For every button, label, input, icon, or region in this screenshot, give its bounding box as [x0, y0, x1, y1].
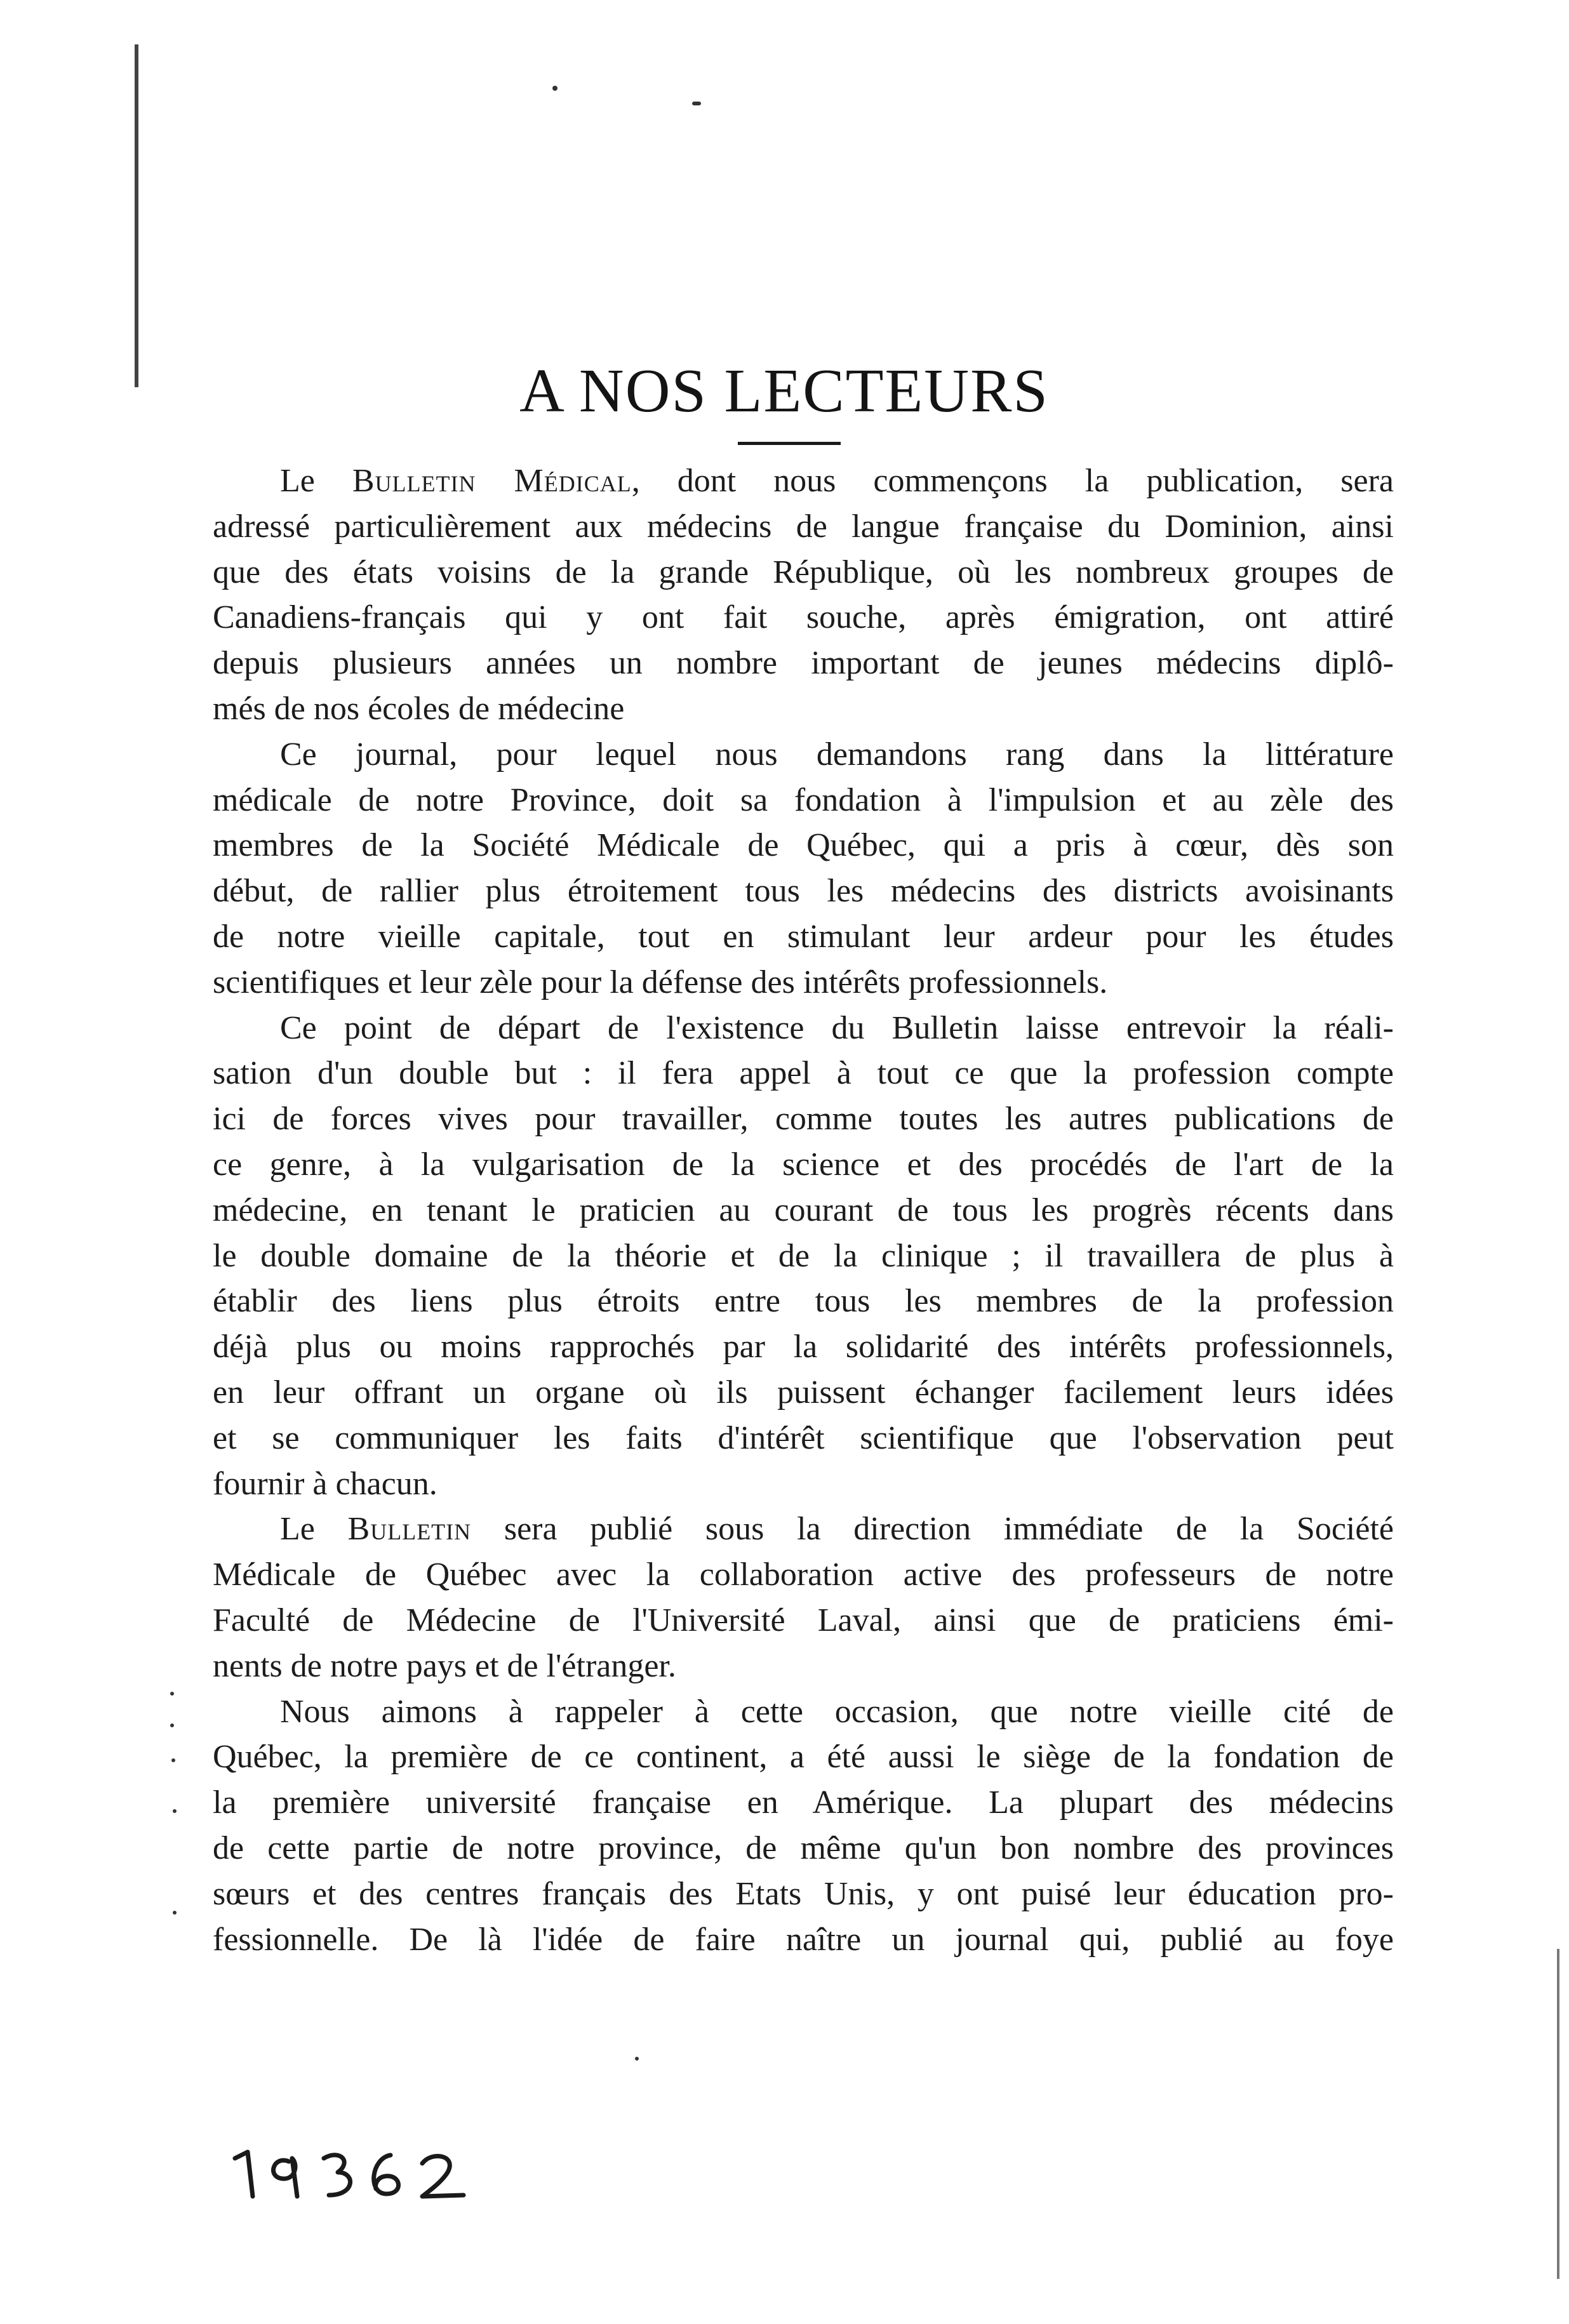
text-line: en leur offrant un organe où ils puissent échanger facilement leurs idées: [213, 1374, 1394, 1411]
text-line: Le Bulletin sera publié sous la direction immédiate de la Société: [280, 1511, 1394, 1548]
text-line: Le Bulletin Médical, dont nous commençons la publication, sera: [280, 463, 1394, 499]
scan-speck: [635, 2057, 639, 2061]
handwritten-number-strokes: [222, 2133, 476, 2209]
text-line: la première université française en Amérique. La plupart des médecins: [213, 1784, 1394, 1821]
text-line: Ce journal, pour lequel nous demandons rang dans la littérature: [280, 736, 1394, 773]
publication-name: Bulletin: [347, 1511, 472, 1548]
text-line: et se communiquer les faits d'intérêt scientifique que l'observation peut: [213, 1419, 1394, 1456]
text-line: de notre vieille capitale, tout en stimulant leur ardeur pour les études: [213, 918, 1394, 955]
publication-name: Bulletin Médical: [352, 463, 632, 499]
text-line: scientifiques et leur zèle pour la défense des intérêts professionnels.: [213, 964, 1108, 1000]
scan-speck: [692, 102, 701, 105]
text-line: de cette partie de notre province, de même qu'un bon nombre des provinces: [213, 1829, 1394, 1866]
text-line: sation d'un double but : il fera appel à tout ce que la profession compte: [213, 1055, 1394, 1092]
text-line: Faculté de Médecine de l'Université Laval, ainsi que de praticiens émi-: [213, 1602, 1394, 1638]
scan-edge-line-left: [135, 44, 138, 387]
scan-edge-line-right: [1557, 1949, 1559, 2279]
text-line: membres de la Société Médicale de Québec, qui a pris à cœur, dès son: [213, 827, 1394, 864]
text-line: ce genre, à la vulgarisation de la science et des procédés de l'art de la: [213, 1146, 1394, 1183]
text-line: fessionnelle. De là l'idée de faire naître un journal qui, publié au foye: [213, 1921, 1394, 1958]
article-body: [213, 458, 1394, 1962]
text-line: médecine, en tenant le praticien au courant de tous les progrès récents dans: [213, 1192, 1394, 1228]
text-line: ici de forces vives pour travailler, comme toutes les autres publications de: [213, 1101, 1394, 1138]
scan-speck: [170, 1692, 174, 1696]
text-line: sœurs et des centres français des Etats Unis, y ont puisé leur éducation pro-: [213, 1875, 1394, 1912]
scan-speck: [552, 86, 557, 91]
article-title: A NOS LECTEURS: [519, 357, 1049, 425]
scan-speck: [170, 1723, 174, 1727]
text-line: Nous aimons à rappeler à cette occasion, que notre vieille cité de: [280, 1693, 1394, 1730]
text-line: nents de notre pays et de l'étranger.: [213, 1647, 676, 1684]
text-line: Ce point de départ de l'existence du Bulletin laisse entrevoir la réali-: [280, 1009, 1394, 1046]
text-line: Canadiens-français qui y ont fait souche, après émigration, ont attiré: [213, 599, 1394, 636]
text-line: établir des liens plus étroits entre tous les membres de la profession: [213, 1283, 1394, 1320]
text-line: fournir à chacun.: [213, 1465, 437, 1502]
scan-speck: [173, 1809, 177, 1813]
text-line: Médicale de Québec avec la collaboration active des professeurs de notre: [213, 1557, 1394, 1593]
scan-speck: [173, 1911, 177, 1915]
text-line: le double domaine de la théorie et de la clinique ; il travaillera de plus à: [213, 1237, 1394, 1274]
text-line: début, de rallier plus étroitement tous les médecins des districts avoisinants: [213, 873, 1394, 910]
text-line: que des états voisins de la grande République, où les nombreux groupes de: [213, 554, 1394, 590]
text-line: médicale de notre Province, doit sa fondation à l'impulsion et au zèle des: [213, 781, 1394, 818]
text-line: Québec, la première de ce continent, a été aussi le siège de la fondation de: [213, 1739, 1394, 1776]
handwritten-number: [222, 2133, 476, 2209]
text-line: més de nos écoles de médecine: [213, 690, 625, 727]
scan-speck: [171, 1758, 175, 1762]
title-rule: [738, 442, 841, 445]
text-line: adressé particulièrement aux médecins de langue française du Dominion, ainsi: [213, 508, 1394, 545]
text-line: déjà plus ou moins rapprochés par la solidarité des intérêts professionnels,: [213, 1329, 1394, 1365]
text-line: depuis plusieurs années un nombre important de jeunes médecins diplô-: [213, 645, 1394, 682]
